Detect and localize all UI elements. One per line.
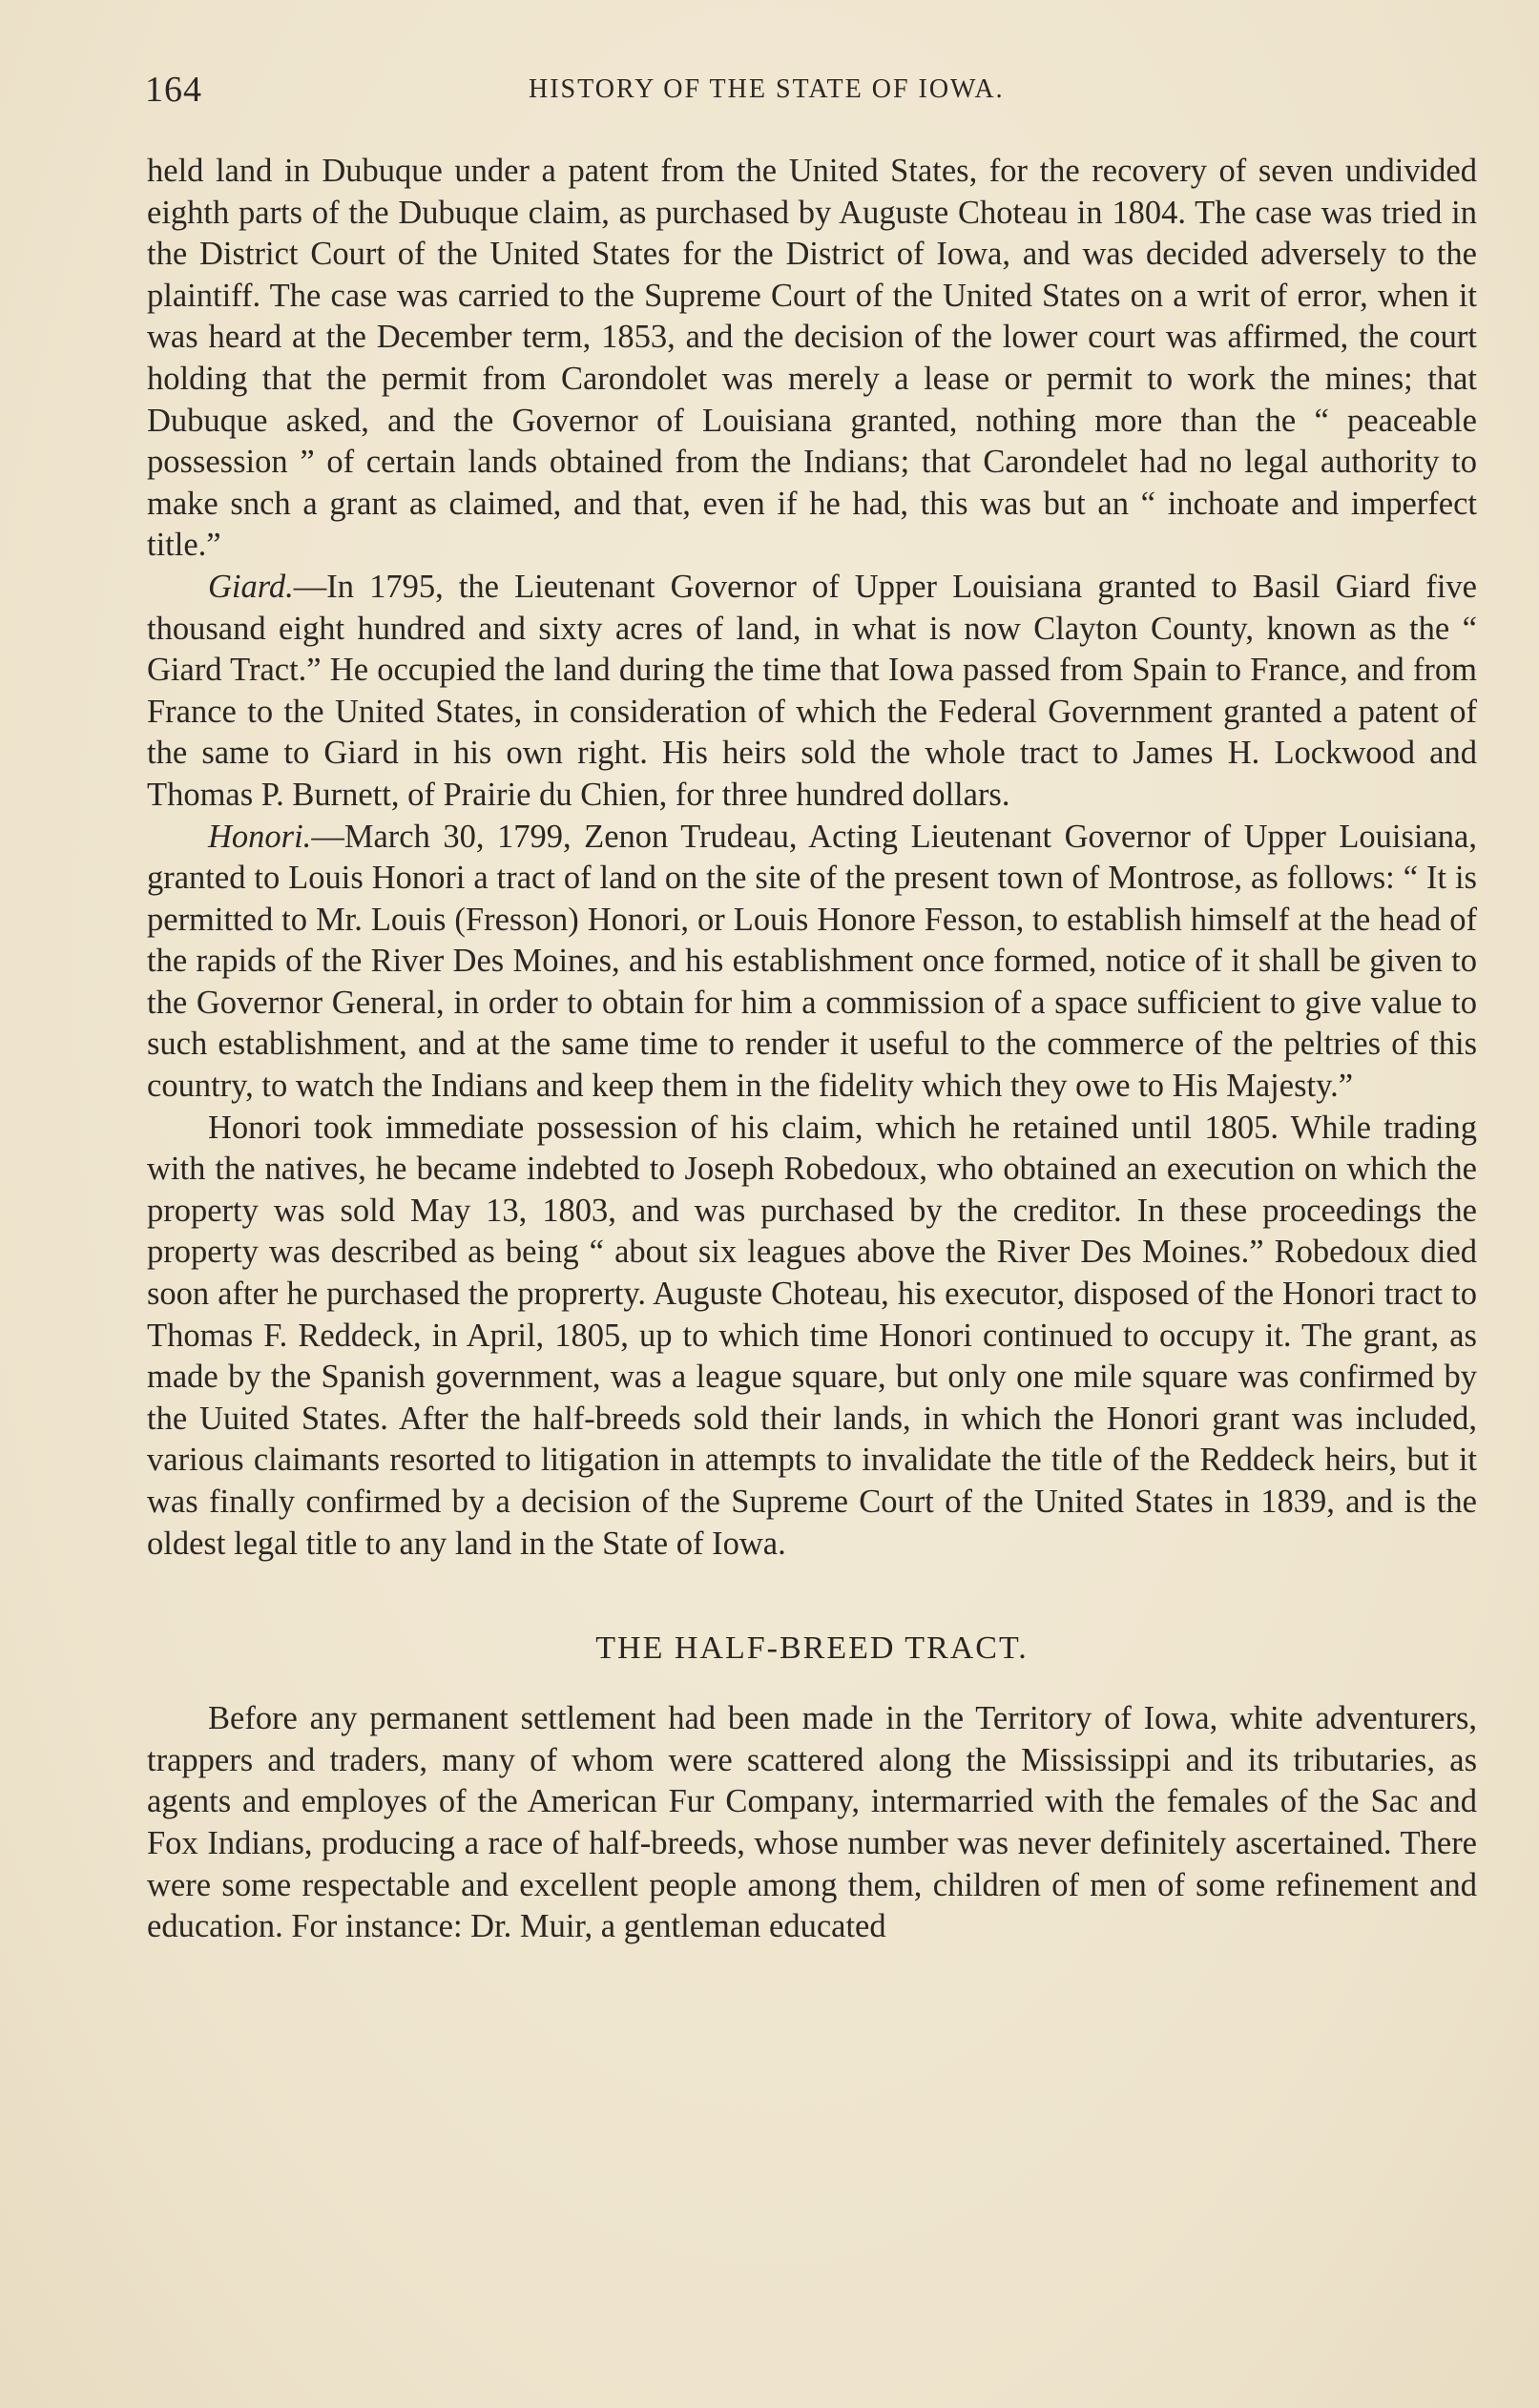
paragraph-honori-possession [147, 1108, 1477, 1566]
paragraph-half-breed-tract [147, 1698, 1477, 1948]
page-body [147, 151, 1477, 1948]
paragraph-text: Before any permanent settlement had been made in the Territory of Iowa, white adventurers, trappers and traders, many of whom were scattered along the Mississippi and its tributaries, as agents and employes of the American Fur Company, intermarried with the females of the Sac and Fox Indians, producing a race of half-breeds, whose number was never definitely ascertained. There were some respectable and excellent people among them, children of men of some refinement and education. For instance: Dr. Muir, a gentleman educated [147, 1700, 1477, 1945]
paragraph-honori [147, 817, 1477, 1108]
subsection-heading-giard: Giard. [208, 568, 294, 605]
paragraph-giard [147, 567, 1477, 817]
paragraph-text: —In 1795, the Lieutenant Governor of Upper Louisiana granted to Basil Giard five thousand eight hundred and sixty acres of land, in what is now Clayton County, known as the “ Giard Tract.” He occupied the land during the time that Iowa passed from Spain to France, and from France to the United States, in consideration of which the Federal Government granted a patent of the same to Giard in his own right. His heirs sold the whole tract to James H. Lockwood and Thomas P. Burnett, of Prairie du Chien, for three hundred dollars. [147, 568, 1477, 813]
running-head [145, 69, 1481, 116]
paragraph-text: held land in Dubuque under a patent from the United States, for the recovery of seven undivided eighth parts of the Dubuque claim, as purchased by Auguste Choteau in 1804. The case was tried in the District Court of the United States for the District of Iowa, and was decided adversely to the plaintiff. The case was carried to the Supreme Court of the United States on a writ of error, when it was heard at the December term, 1853, and the decision of the lower court was affirmed, the court holding that the permit from Carondolet was merely a lease or permit to work the mines; that Dubuque asked, and the Governor of Louisiana granted, nothing more than the “ peaceable possession ” of certain lands obtained from the Indians; that Carondelet had no legal authority to make snch a grant as claimed, and that, even if he had, this was but an “ inchoate and imperfect title.” [147, 153, 1477, 564]
paragraph-dubuque-case [147, 151, 1477, 567]
page-number: 164 [145, 70, 202, 110]
paragraph-text: —March 30, 1799, Zenon Trudeau, Acting Lieutenant Governor of Upper Louisiana, granted to Louis Honori a tract of land on the site of the present town of Montrose, as follows: “ It is permitted to Mr. Louis (Fresson) Honori, or Louis Honore Fesson, to establish himself at the head of the rapids of the River Des Moines, and his establishment once formed, notice of it shall be given to the Governor General, in order to obtain for him a commission of a space sufficient to give value to such establishment, and at the same time to render it useful to the commerce of the peltries of this country, to watch the Indians and keep them in the fidelity which they owe to His Majesty.” [147, 818, 1477, 1105]
paragraph-text: Honori took immediate possession of his claim, which he retained until 1805. While trading with the natives, he became indebted to Joseph Robedoux, who obtained an execution on which the property was sold May 13, 1803, and was purchased by the creditor. In these proceedings the property was described as being “ about six leagues above the River Des Moines.” Robedoux died soon after he purchased the proprerty. Auguste Choteau, his executor, disposed of the Honori tract to Thomas F. Reddeck, in April, 1805, up to which time Honori continued to occupy it. The grant, as made by the Spanish government, was a league square, but only one mile square was confirmed by the Uuited States. After the half-breeds sold their lands, in which the Honori grant was included, various claimants resorted to litigation in attempts to invalidate the title of the Reddeck heirs, but it was finally confirmed by a decision of the Supreme Court of the United States in 1839, and is the oldest legal title to any land in the State of Iowa. [147, 1109, 1477, 1562]
subsection-heading-honori: Honori. [208, 818, 312, 855]
running-title: HISTORY OF THE STATE OF IOWA. [529, 74, 1005, 104]
section-title: THE HALF-BREED TRACT. [595, 1630, 1029, 1667]
